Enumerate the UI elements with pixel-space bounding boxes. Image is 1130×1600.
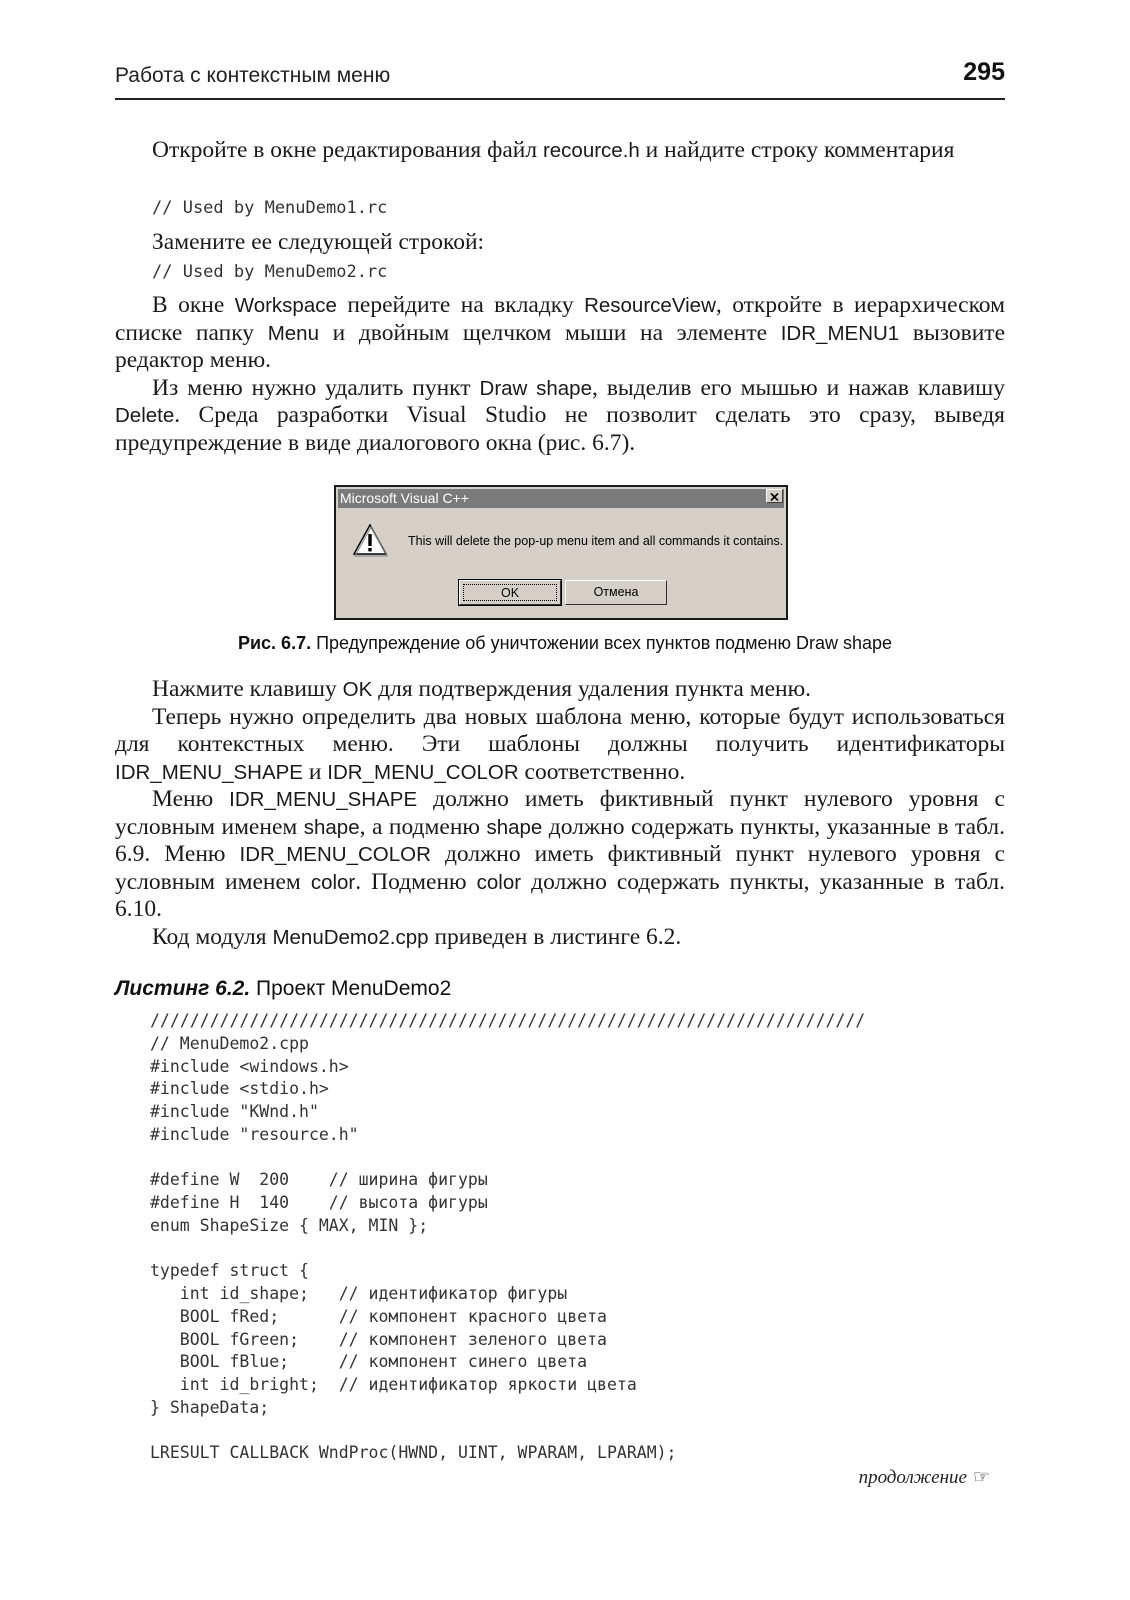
chapter-title: Работа с контекстным меню xyxy=(115,64,391,87)
paragraph-open-file: Откройте в окне редактирования файл recource.h и найдите строку комментария xyxy=(152,137,955,163)
code-comment-new: // Used by MenuDemo2.rc xyxy=(152,262,388,282)
close-button[interactable] xyxy=(766,489,783,503)
ok-button-label: OK xyxy=(463,584,557,601)
pointing-hand-icon: ☞ xyxy=(972,1467,990,1488)
dialog-titlebar[interactable] xyxy=(338,489,784,508)
paragraphs-after-figure: Нажмите клавишу OK для подтверждения удаления пункта меню. Теперь нужно определить два новых шаблона меню, которые будут использоваться для контекстных меню. Эти шаблоны должны получить идентификаторы IDR_MENU_SHAPE и IDR_MENU_COLOR соответственно. Меню IDR_MENU_SHAPE должно иметь фиктивный пункт нулевого уровня с условным именем shape, а подменю shape должно содержать пункты, указанные в табл. 6.9. Меню IDR_MENU_COLOR должно иметь фиктивный пункт нулевого уровня с условным именем color. Подменю color должно содержать пункты, указанные в табл. 6.10. Код модуля MenuDemo2.cpp приведен в листинге 6.2. xyxy=(115,676,1006,950)
continuation-text: продолжение xyxy=(858,1467,967,1488)
figure-text: Предупреждение об уничтожении всех пунктов подменю Draw shape xyxy=(311,633,893,653)
running-header xyxy=(115,58,1005,100)
listing-label: Листинг 6.2. xyxy=(115,977,251,1000)
cancel-button[interactable]: Отмена xyxy=(565,580,667,605)
code-comment-old: // Used by MenuDemo1.rc xyxy=(152,198,388,218)
paragraph-workspace: В окне Workspace перейдите на вкладку ResourceView, откройте в иерархическом списке папку Menu и двойным щелчком мыши на элементе IDR_MENU1 вызовите редактор меню. Из меню нужно удалить пункт Draw shape, выделив его мышью и нажав клавишу Delete. Среда разработки Visual Studio не позволит сделать это сразу, выведя предупреждение в виде диалогового окна (рис. 6.7). xyxy=(115,292,1006,456)
continuation-note xyxy=(859,1466,990,1489)
page-number: 295 xyxy=(963,58,1005,86)
listing-title: Проект MenuDemo2 xyxy=(250,977,452,1000)
paragraph-replace: Замените ее следующей строкой: xyxy=(152,229,485,255)
ok-button[interactable] xyxy=(459,580,561,605)
warning-dialog xyxy=(334,485,788,620)
warning-icon xyxy=(352,523,388,557)
close-icon xyxy=(767,491,782,503)
filename-recource: recource.h xyxy=(542,139,640,162)
figure-caption xyxy=(0,633,1130,654)
listing-heading xyxy=(115,977,451,1001)
dialog-title: Microsoft Visual C++ xyxy=(340,490,469,506)
figure-label: Рис. 6.7. xyxy=(237,633,312,653)
code-listing: //////////////////////////////////////////////////////////////////////// // MenuDemo2.cpp #include <windows.h> #include <stdio.h> #include "KWnd.h" #include "resource.h" #define W 200 // ширина фигуры #define H 140 // высота фигуры enum ShapeSize { MAX, MIN }; typedef struct { int id_shape; // идентификатор фигуры BOOL fRed; // компонент красного цвета BOOL fGreen; // компонент зеленого цвета BOOL fBlue; // компонент синего цвета int id_bright; // идентификатор яркости цвета } ShapeData; LRESULT CALLBACK WndProc(HWND, UINT, WPARAM, LPARAM); xyxy=(150,1011,866,1463)
dialog-message: This will delete the pop-up menu item and all commands it contains. xyxy=(408,534,784,548)
